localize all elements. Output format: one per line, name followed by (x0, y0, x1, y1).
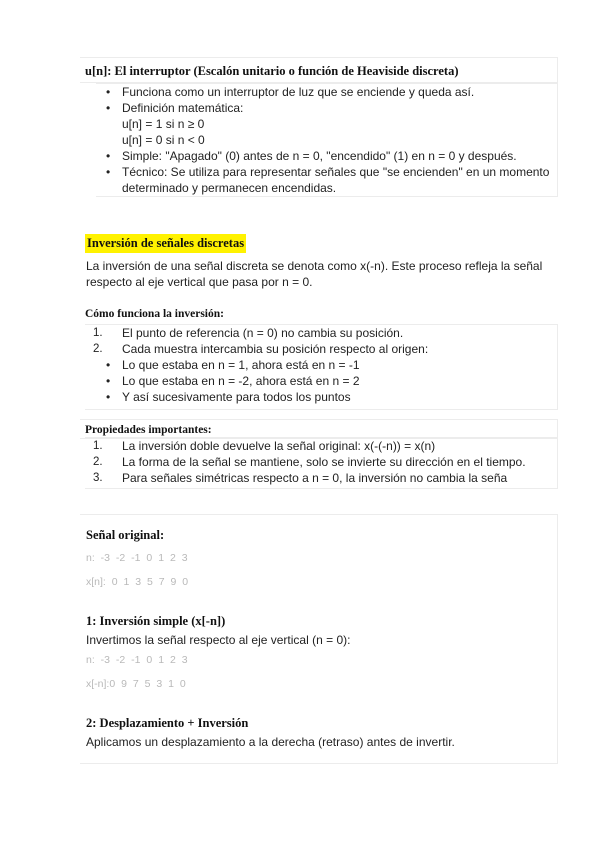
list-item-continuation: determinado y permanecen encendidas. (122, 181, 337, 195)
intro-text: respecto al eje vertical que pasa por n = 0. (86, 275, 313, 289)
list-item: La forma de la señal se mantiene, solo se invierte su dirección en el tiempo. (122, 455, 526, 469)
paragraph: Aplicamos un desplazamiento a la derecha (retraso) antes de invertir. (86, 735, 455, 749)
subheading-props: Propiedades importantes: (85, 424, 212, 436)
section-heading-inversion (85, 236, 246, 251)
list-item: Simple: "Apagado" (0) antes de n = 0, "encendido" (1) en n = 0 y después. (122, 149, 517, 163)
list-number: 1. (93, 440, 103, 452)
subheading-how: Cómo funciona la inversión: (85, 308, 224, 320)
highlight: Inversión de señales discretas (85, 234, 246, 253)
section-heading-heaviside: u[n]: El interruptor (Escalón unitario o función de Heaviside discreta) (85, 64, 459, 78)
formula-line: u[n] = 1 si n ≥ 0 (122, 117, 205, 131)
subheading-original: Señal original: (86, 528, 165, 542)
bullet-dot: • (106, 165, 111, 179)
list-item: La inversión doble devuelve la señal original: x(-(-n)) = x(n) (122, 439, 436, 453)
list-item: Lo que estaba en n = -2, ahora está en n = 2 (122, 374, 360, 388)
subheading-shift-inversion: 2: Desplazamiento + Inversión (86, 716, 249, 730)
intro-text: La inversión de una señal discreta se denota como x(-n). Este proceso refleja la señal (86, 259, 543, 273)
bullet-dot: • (106, 390, 111, 404)
list-item: Lo que estaba en n = 1, ahora está en n = -1 (122, 358, 360, 372)
n-index-row: n: -3 -2 -1 0 1 2 3 (86, 552, 188, 564)
paragraph: Invertimos la señal respecto al eje vertical (n = 0): (86, 633, 351, 647)
list-number: 2. (93, 343, 103, 355)
list-item: Para señales simétricas respecto a n = 0, la inversión no cambia la seña (122, 471, 508, 485)
list-number: 2. (93, 456, 103, 468)
formula-line: u[n] = 0 si n < 0 (122, 133, 205, 147)
list-item: Y así sucesivamente para todos los puntos (122, 390, 351, 404)
bullet-dot: • (106, 358, 111, 372)
bullet-dot: • (106, 85, 111, 99)
list-number: 3. (93, 472, 103, 484)
signal-values-row: x[-n]:0 9 7 5 3 1 0 (86, 678, 186, 690)
bullet-dot: • (106, 149, 111, 163)
subheading-simple-inversion: 1: Inversión simple (x[-n]) (86, 614, 226, 628)
bullet-dot: • (106, 374, 111, 388)
bullet-dot: • (106, 101, 111, 115)
list-item: Funciona como un interruptor de luz que se enciende y queda así. (122, 85, 475, 99)
list-item: El punto de referencia (n = 0) no cambia su posición. (122, 326, 404, 340)
n-index-row: n: -3 -2 -1 0 1 2 3 (86, 654, 188, 666)
list-item: Definición matemática: (122, 101, 244, 115)
list-number: 1. (93, 327, 103, 339)
list-item: Cada muestra intercambia su posición respecto al origen: (122, 342, 429, 356)
list-item: Técnico: Se utiliza para representar señales que "se encienden" en un momento (122, 165, 550, 179)
signal-values-row: x[n]: 0 1 3 5 7 9 0 (86, 576, 189, 588)
